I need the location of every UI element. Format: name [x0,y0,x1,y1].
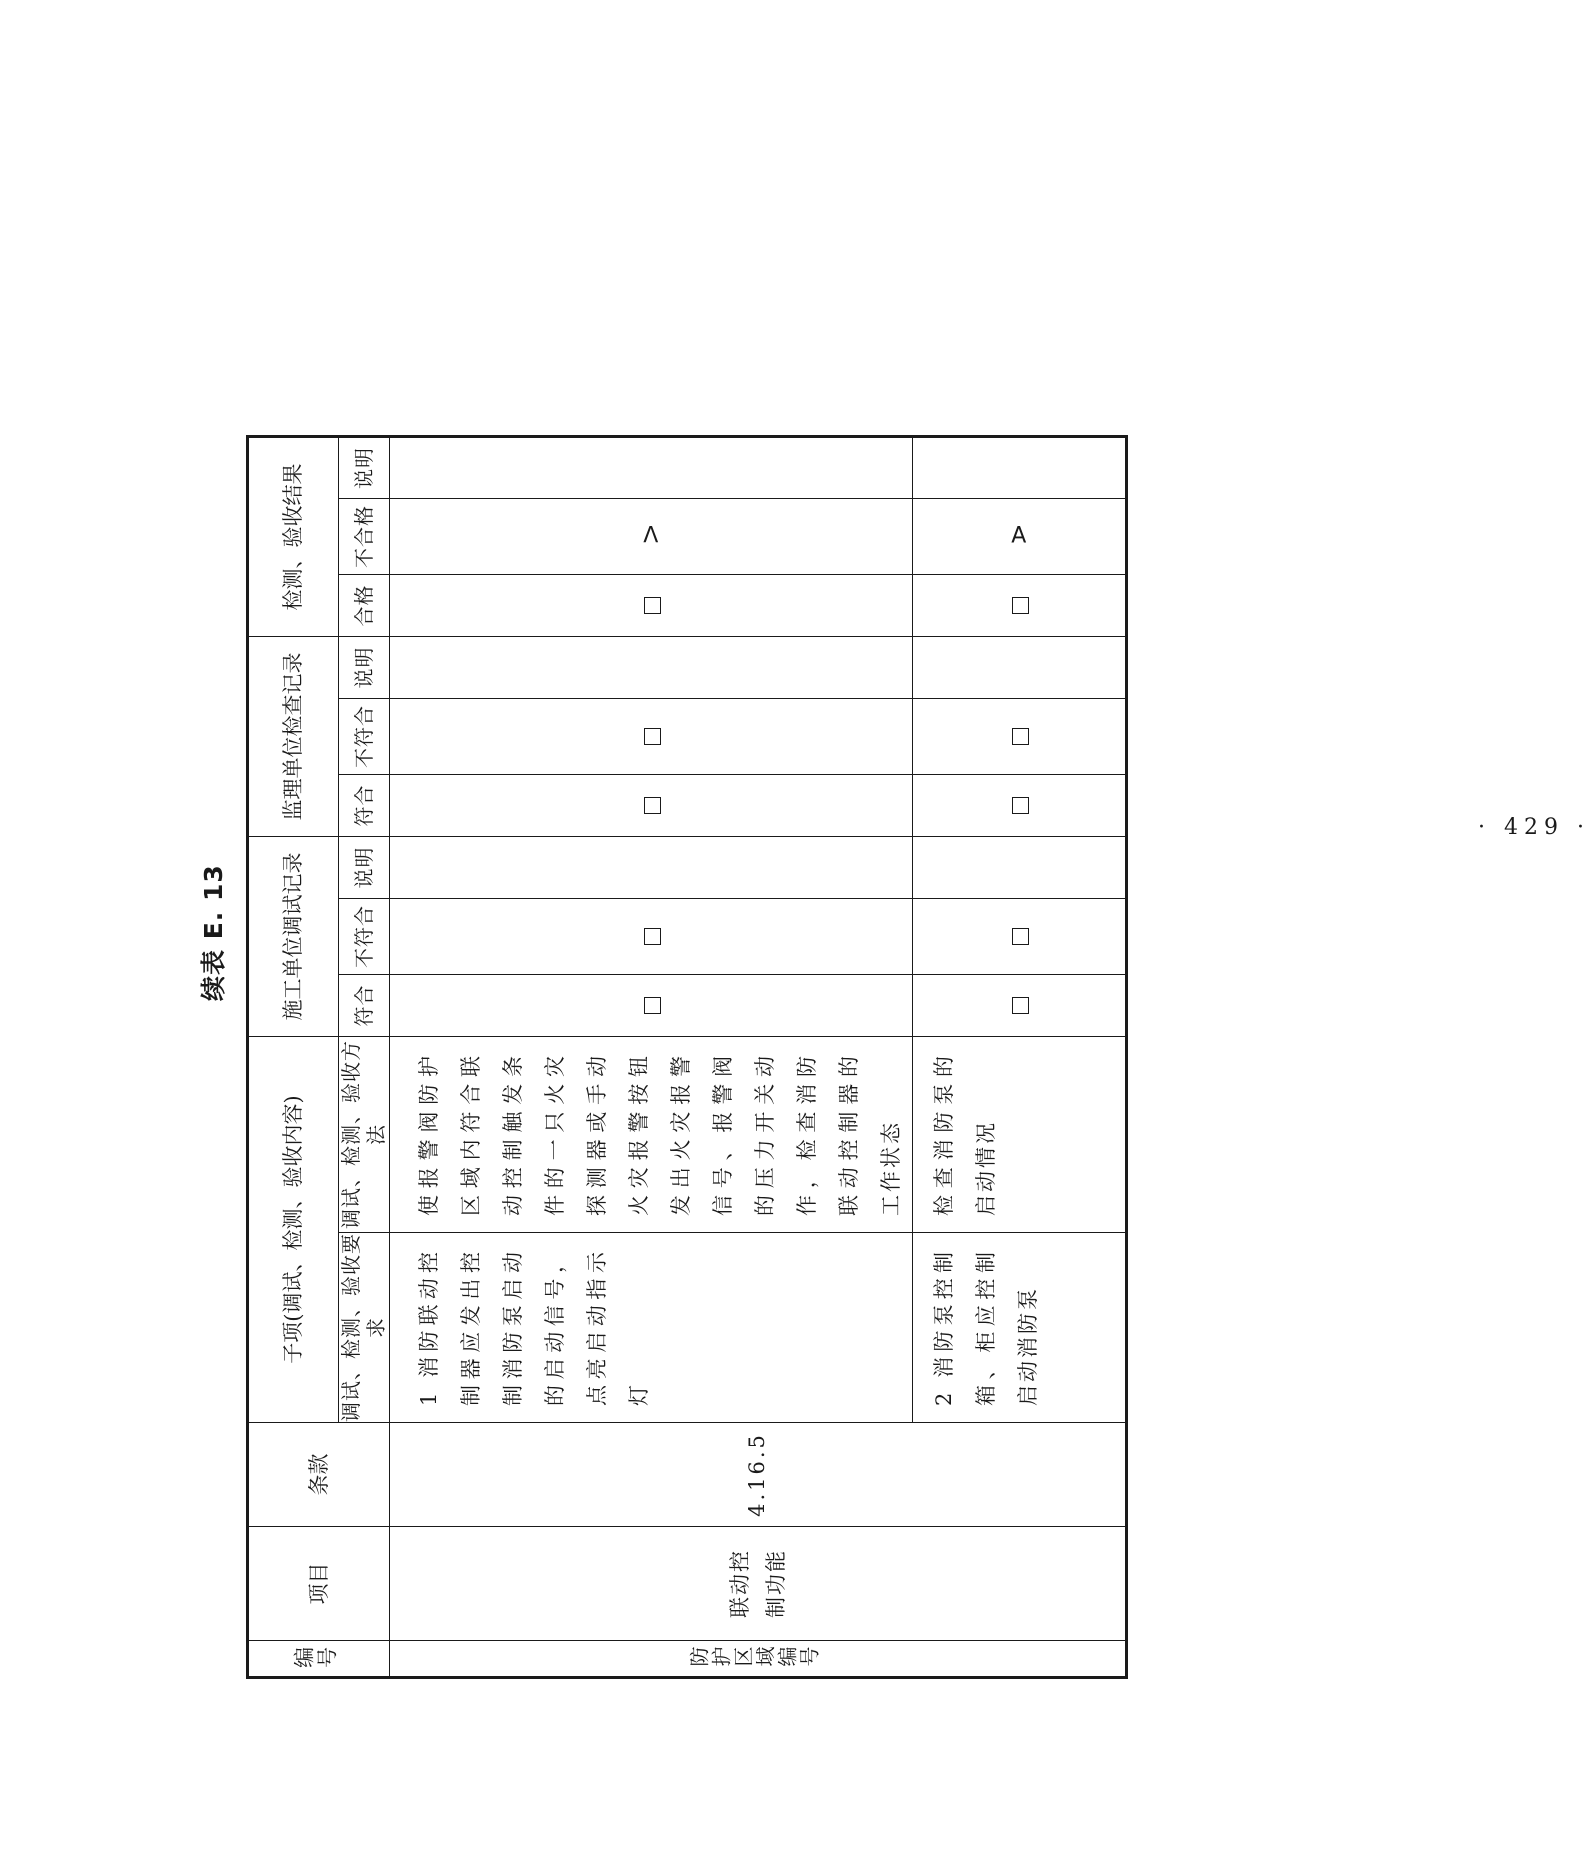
clause-cell: 4.16.5 [390,1423,1127,1527]
construction-note-cell [913,837,1127,899]
header-item: 项目 [248,1527,390,1641]
header-number: 编号 [248,1641,390,1678]
requirement-cell: 2 消防泵控制箱、柜应控制启动消防泵 [913,1233,1127,1423]
header-clause: 条款 [248,1423,390,1527]
item-cell: 联动控制功能 [390,1527,1127,1641]
header-supervision-nonconform: 不符合 [339,699,390,775]
header-requirement: 调试、检测、验收要求 [339,1233,388,1422]
header-construction-nonconform: 不符合 [339,899,390,975]
header-result-unqualified: 不合格 [339,499,390,575]
header-row-1 [248,437,339,1678]
page-number: · 429 · [1478,815,1590,840]
method-cell: 检查消防泵的启动情况 [913,1037,1127,1233]
table-title: 续表 E. 13 [199,864,228,1001]
requirement-cell: 1 消防联动控制器应发出控制消防泵启动的启动信号，点亮启动指示灯 [390,1233,913,1423]
header-supervision-note: 说明 [339,637,390,699]
header-inspection-result: 检测、验收结果 [248,437,339,637]
header-method: 调试、检测、验收方法 [339,1037,390,1233]
supervision-note-cell [913,637,1127,699]
header-supervision-record: 监理单位检查记录 [248,637,339,837]
supervision-conform-checkbox[interactable] [390,775,913,837]
result-qualified-checkbox[interactable] [913,575,1127,637]
construction-nonconform-checkbox[interactable] [913,899,1127,975]
header-construction-note: 说明 [339,837,390,899]
header-construction-record: 施工单位调试记录 [248,837,339,1037]
construction-conform-checkbox[interactable] [390,975,913,1037]
result-unqualified-cell: Λ [390,499,913,575]
result-note-cell [390,437,913,499]
construction-nonconform-checkbox[interactable] [390,899,913,975]
zone-number-cell: 防护区域编号 [390,1641,1127,1678]
header-supervision-conform: 符合 [339,775,390,837]
supervision-nonconform-checkbox[interactable] [913,699,1127,775]
result-note-cell [913,437,1127,499]
construction-note-cell [390,837,913,899]
supervision-conform-checkbox[interactable] [913,775,1127,837]
construction-conform-checkbox[interactable] [913,975,1127,1037]
table-row [390,437,913,1678]
supervision-nonconform-checkbox[interactable] [390,699,913,775]
header-subitem: 子项(调试、检测、验收内容) [248,1037,339,1423]
acceptance-table [246,435,1128,1679]
supervision-note-cell [390,637,913,699]
header-result-note: 说明 [339,437,390,499]
method-cell: 使报警阀防护区域内符合联动控制触发条件的一只火灾探测器或手动火灾报警按钮发出火灾报警信号、报警阀的压力开关动作，检查消防联动控制器的工作状态 [390,1037,913,1233]
result-qualified-checkbox[interactable] [390,575,913,637]
result-unqualified-cell: A [913,499,1127,575]
header-construction-conform: 符合 [339,975,390,1037]
header-result-qualified: 合格 [339,575,390,637]
